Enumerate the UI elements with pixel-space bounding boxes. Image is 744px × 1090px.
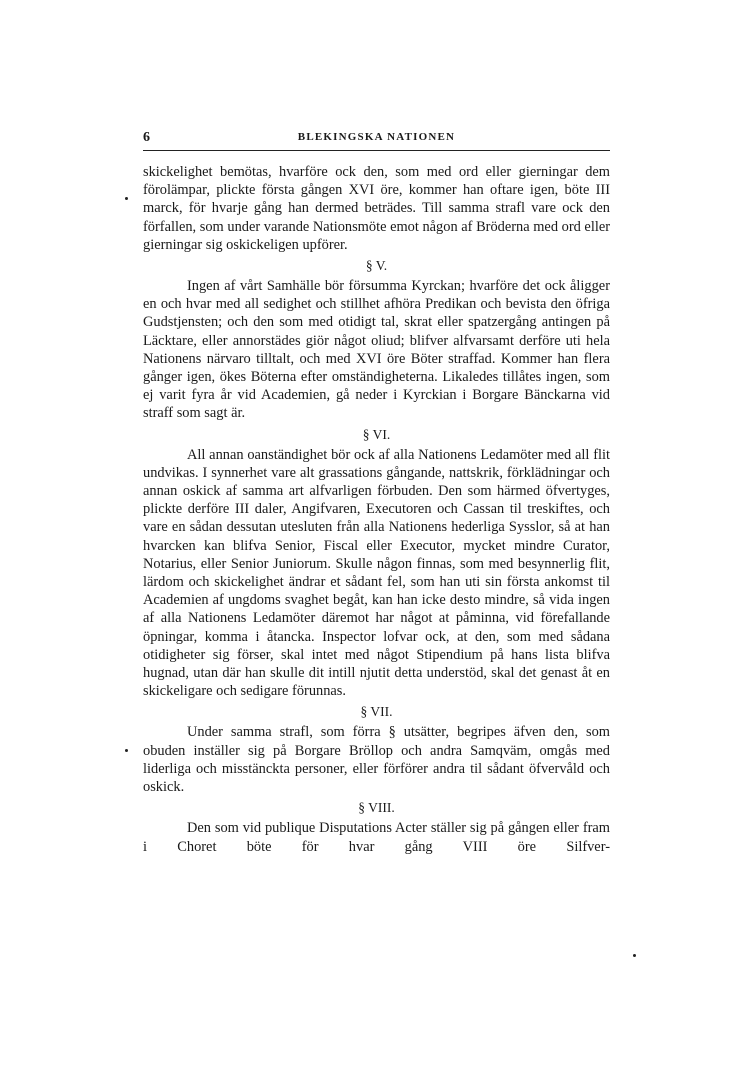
section-heading-v: § V. bbox=[365, 258, 388, 274]
margin-dot bbox=[633, 954, 636, 957]
section-heading-vi: § VI. bbox=[362, 426, 391, 442]
section-heading-viii: § VIII. bbox=[358, 800, 395, 816]
paragraph-vi: All annan oanständighet bör ock af alla Nationens Ledamöter med all flit undvikas. I synnerhet vare alt grassations gångande, nattskrik, förklädningar och annan oskick af samma art alfvarligen förbuden. Den som härmed öfvertyges, plickte derföre III daler, Angifvaren, Executoren och Cassan til treskiftes, och vare en sådan dessutan utesluten från alla Nationens hederliga Sysslor, så at han hvarcken kan blifva Senior, Fiscal eller Executor, mycket mindre Curator, Notarius, eller Senior Juniorum. Skulle någon finnas, som med besynnerlig flit, lärdom och skickelighet ändrar et sådant fel, som han uti sin första ankomst til Academien af ungdoms svaghet begåt, kan han icke desto mindre, så vida ingen af alla Nationens Ledamöter däremot har något at påminna, vid förefallande öpningar, komma i åtancka. Inspector lofvar ock, at den, som med sådana otidigheter sig förser, skal intet med något Stipendium på hans lista blifva hugnad, utan där han skulle dit intill njutit detta understöd, skal det genast åt en skickeligare och sedigare förunnas. bbox=[143, 446, 610, 700]
margin-dot bbox=[125, 197, 128, 200]
paragraph-v: Ingen af vårt Samhälle bör försumma Kyrckan; hvarföre det ock åligger en och hvar med all sedighet och stillhet afhöra Predikan och bevista den öfriga Gudstjensten; och den som med otidigt tal, skrat eller spatzergång antingen på Läcktare, eller annorstädes giör något oliud; blifver alfvarsamt derföre uti hela Nationens närvaro tilltalt, och med XVI öre Böter straffad. Kommer han flera gånger igen, ökes Böterna efter omständigheterna. Likaledes tillåtes ingen, som ej varit fyra år vid Academien, gå neder i Kyrckian i Borgare Bänckarna vid straff som sagt är. bbox=[143, 278, 610, 422]
margin-dot bbox=[125, 749, 128, 752]
paragraph-continued: skickelighet bemötas, hvarföre ock den, som med ord eller gierningar dem förolämpar, plickte första gången XVI öre, kommer han oftare igen, böte III marck, för hvarje gång han dermed beträdes. Till samma strafl vare ock den förfallen, som under varande Nationsmöte emot någon af Bröderna med ord eller gierningar sig oskickeligen upförer. bbox=[143, 164, 610, 253]
running-title: BLEKINGSKA NATIONEN bbox=[297, 131, 456, 143]
paragraph-viii: Den som vid publique Disputations Acter ställer sig på gången eller fram i Choret böte för hvar gång VIII öre Silfver- bbox=[143, 820, 610, 855]
page-number: 6 bbox=[143, 130, 150, 145]
section-heading-vii: § VII. bbox=[360, 704, 393, 720]
paragraph-vii: Under samma strafl, som förra § utsätter, begripes äfven den, som obuden inställer sig på Borgare Bröllop och andra Samqväm, omgås med liderliga och misstänckta personer, eller förförer andra til sådant öfvervåld och oskick. bbox=[143, 724, 610, 796]
page-header bbox=[143, 130, 610, 151]
body-text bbox=[143, 163, 610, 856]
